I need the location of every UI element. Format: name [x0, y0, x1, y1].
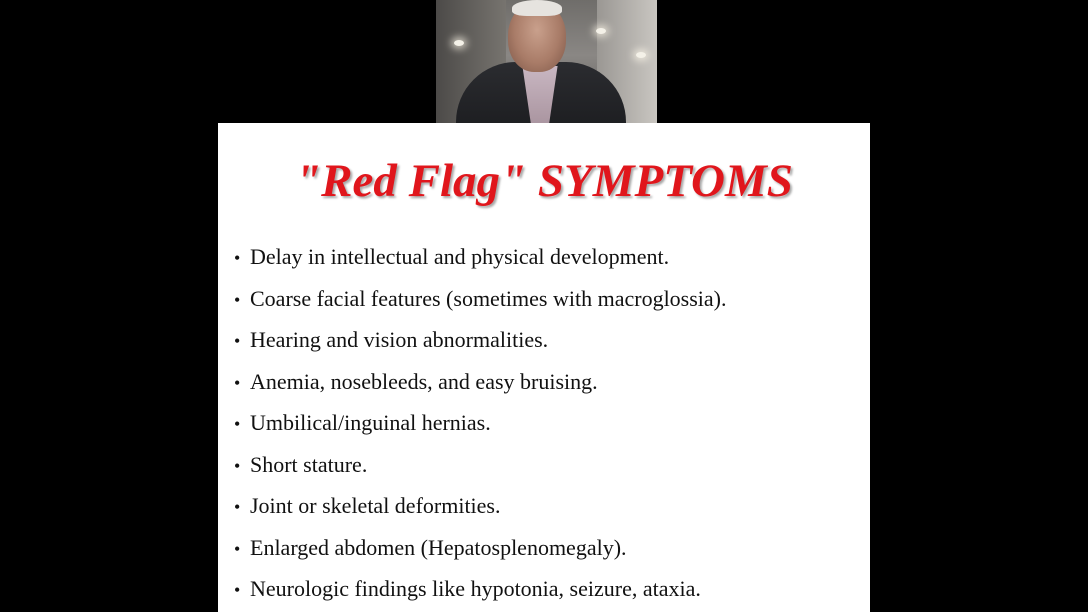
bullet-text: Umbilical/inguinal hernias. [250, 410, 491, 435]
bullet-item [234, 445, 727, 487]
bullet-dot-icon: • [234, 331, 241, 351]
bullet-dot-icon: • [234, 372, 241, 393]
bullet-item [234, 569, 727, 611]
bullet-item [234, 362, 727, 404]
bullet-text: Joint or skeletal deformities. [250, 493, 501, 518]
ceiling-light [636, 52, 646, 58]
bullet-text: Coarse facial features (sometimes with macroglossia). [250, 285, 727, 311]
bullet-dot-icon: • [234, 455, 241, 476]
bullet-dot-icon: • [234, 497, 241, 517]
bullet-dot-icon: • [234, 580, 241, 600]
bullet-item [234, 528, 727, 570]
bullet-text: Neurologic findings like hypotonia, seizure, ataxia. [250, 576, 701, 601]
ceiling-light [454, 40, 464, 46]
bullet-item [234, 486, 727, 528]
bullet-item [234, 320, 727, 362]
presentation-slide [218, 123, 870, 612]
bullet-text: Anemia, nosebleeds, and easy bruising. [250, 368, 598, 394]
bullet-item [234, 237, 727, 279]
presenter-webcam-video [436, 0, 657, 123]
bullet-list [234, 237, 727, 611]
bullet-dot-icon: • [234, 289, 241, 310]
ceiling-light [596, 28, 606, 34]
bullet-dot-icon: • [234, 414, 241, 434]
bullet-item [234, 279, 727, 321]
bullet-text: Delay in intellectual and physical development. [250, 244, 670, 269]
bullet-text: Enlarged abdomen (Hepatosplenomegaly). [250, 534, 627, 560]
bullet-dot-icon: • [234, 538, 241, 559]
bullet-text: Short stature. [250, 451, 368, 477]
presenter-hair [512, 0, 562, 16]
bullet-text: Hearing and vision abnormalities. [250, 327, 549, 352]
bullet-dot-icon: • [234, 248, 241, 268]
slide-title: "Red Flag" SYMPTOMS [295, 155, 793, 207]
bullet-item [234, 403, 727, 445]
